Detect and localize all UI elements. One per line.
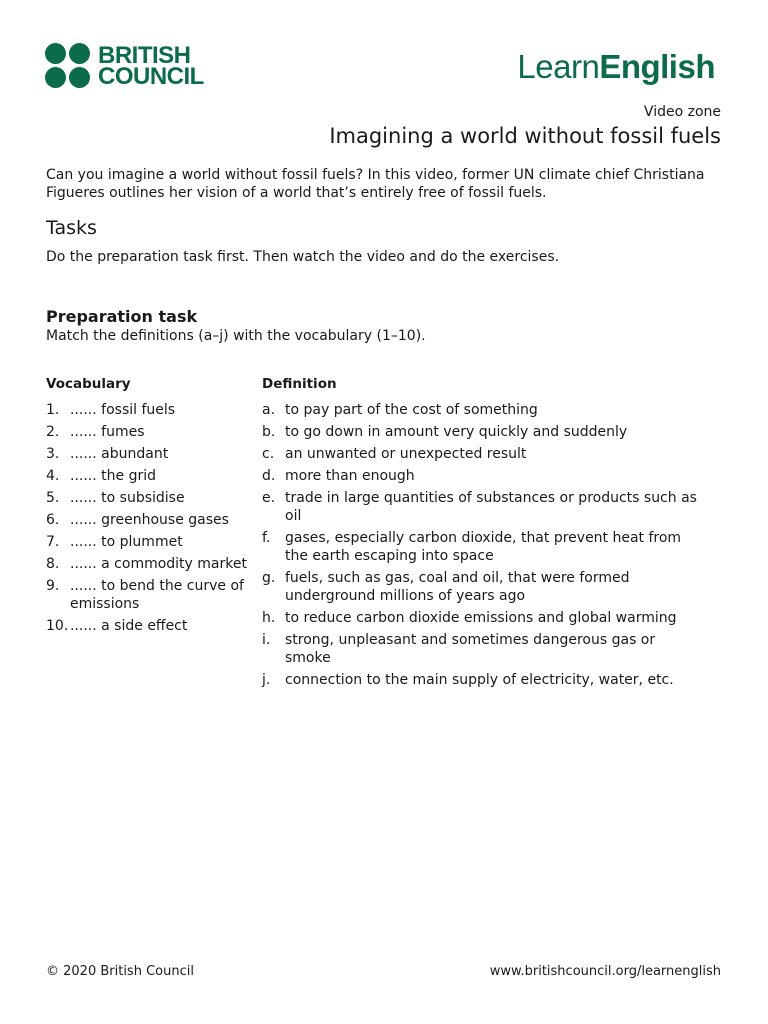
definition-letter: f. <box>262 530 271 546</box>
vocab-number: 4. <box>46 468 60 484</box>
vocab-number: 1. <box>46 402 60 418</box>
vocab-number: 8. <box>46 556 60 572</box>
page-title: Imagining a world without fossil fuels <box>329 124 721 148</box>
definition-text: fuels, such as gas, coal and oil, that were formed underground millions of years ago <box>285 570 630 604</box>
definition-item <box>262 445 702 463</box>
british-council-logo[interactable] <box>45 43 204 89</box>
learnenglish-logo[interactable] <box>517 48 715 86</box>
definition-item <box>262 671 702 689</box>
tasks-text: Do the preparation task first. Then watch the video and do the exercises. <box>46 249 560 265</box>
definition-letter: a. <box>262 402 276 418</box>
vocab-number: 2. <box>46 424 60 440</box>
vocab-item <box>46 445 251 463</box>
footer-copyright: © 2020 British Council <box>46 964 194 979</box>
vocab-number: 5. <box>46 490 60 506</box>
vocab-term: ...... fumes <box>70 424 145 440</box>
definition-letter: c. <box>262 446 275 462</box>
british-council-dots-icon <box>45 43 91 89</box>
vocab-item <box>46 467 251 485</box>
vocab-term: ...... a commodity market <box>70 556 247 572</box>
zone-label: Video zone <box>643 104 721 120</box>
vocabulary-list <box>46 401 251 639</box>
definition-letter: i. <box>262 632 271 648</box>
vocab-item <box>46 423 251 441</box>
vocab-term: ...... to plummet <box>70 534 183 550</box>
definition-column-header: Definition <box>262 376 337 392</box>
definition-item <box>262 631 702 667</box>
vocab-item <box>46 577 251 613</box>
vocab-number: 6. <box>46 512 60 528</box>
intro-paragraph: Can you imagine a world without fossil fuels? In this video, former UN climate chief Christiana Figueres outlines her vision of a world that’s entirely free of fossil fuels. <box>46 167 705 201</box>
vocab-item <box>46 617 251 635</box>
definition-item <box>262 569 702 605</box>
vocab-item <box>46 555 251 573</box>
vocab-term: ...... to bend the curve of emissions <box>70 578 244 612</box>
definition-letter: g. <box>262 570 276 586</box>
definition-letter: b. <box>262 424 276 440</box>
vocab-number: 3. <box>46 446 60 462</box>
definition-item <box>262 489 702 525</box>
vocabulary-column-header: Vocabulary <box>46 376 131 392</box>
le-logo-english: English <box>599 48 715 85</box>
vocab-number: 10. <box>46 618 69 634</box>
definition-item <box>262 467 702 485</box>
definition-text: an unwanted or unexpected result <box>285 446 527 462</box>
definition-item <box>262 529 702 565</box>
footer-url-link[interactable]: www.britishcouncil.org/learnenglish <box>489 964 721 979</box>
definition-text: gases, especially carbon dioxide, that prevent heat from the earth escaping into space <box>285 530 682 564</box>
definition-item <box>262 401 702 419</box>
vocab-term: ...... the grid <box>70 468 156 484</box>
preparation-instruction: Match the definitions (a–j) with the vocabulary (1–10). <box>46 328 426 344</box>
definition-list <box>262 401 702 693</box>
vocab-term: ...... greenhouse gases <box>70 512 229 528</box>
definition-item <box>262 609 702 627</box>
vocab-item <box>46 489 251 507</box>
vocab-term: ...... fossil fuels <box>70 402 176 418</box>
definition-letter: j. <box>262 672 271 688</box>
vocab-item <box>46 511 251 529</box>
le-logo-learn: Learn <box>517 48 600 85</box>
page-header <box>0 0 768 100</box>
tasks-heading: Tasks <box>46 217 97 239</box>
vocab-number: 9. <box>46 578 60 594</box>
definition-text: connection to the main supply of electricity, water, etc. <box>285 672 674 688</box>
vocab-item <box>46 533 251 551</box>
definition-text: to go down in amount very quickly and suddenly <box>285 424 628 440</box>
vocab-term: ...... a side effect <box>70 618 188 634</box>
definition-letter: h. <box>262 610 276 626</box>
vocab-item <box>46 401 251 419</box>
definition-text: to reduce carbon dioxide emissions and global warming <box>285 610 677 626</box>
definition-text: trade in large quantities of substances or products such as oil <box>285 490 697 524</box>
bc-logo-line1: BRITISH <box>98 42 191 69</box>
definition-text: to pay part of the cost of something <box>285 402 538 418</box>
definition-letter: d. <box>262 468 276 484</box>
vocab-term: ...... abundant <box>70 446 169 462</box>
preparation-heading: Preparation task <box>46 307 198 326</box>
vocab-number: 7. <box>46 534 60 550</box>
definition-text: more than enough <box>285 468 415 484</box>
vocab-term: ...... to subsidise <box>70 490 185 506</box>
british-council-wordmark <box>98 42 204 90</box>
bc-logo-line2: COUNCIL <box>98 63 204 90</box>
definition-letter: e. <box>262 490 276 506</box>
definition-text: strong, unpleasant and sometimes dangerous gas or smoke <box>285 632 656 666</box>
definition-item <box>262 423 702 441</box>
